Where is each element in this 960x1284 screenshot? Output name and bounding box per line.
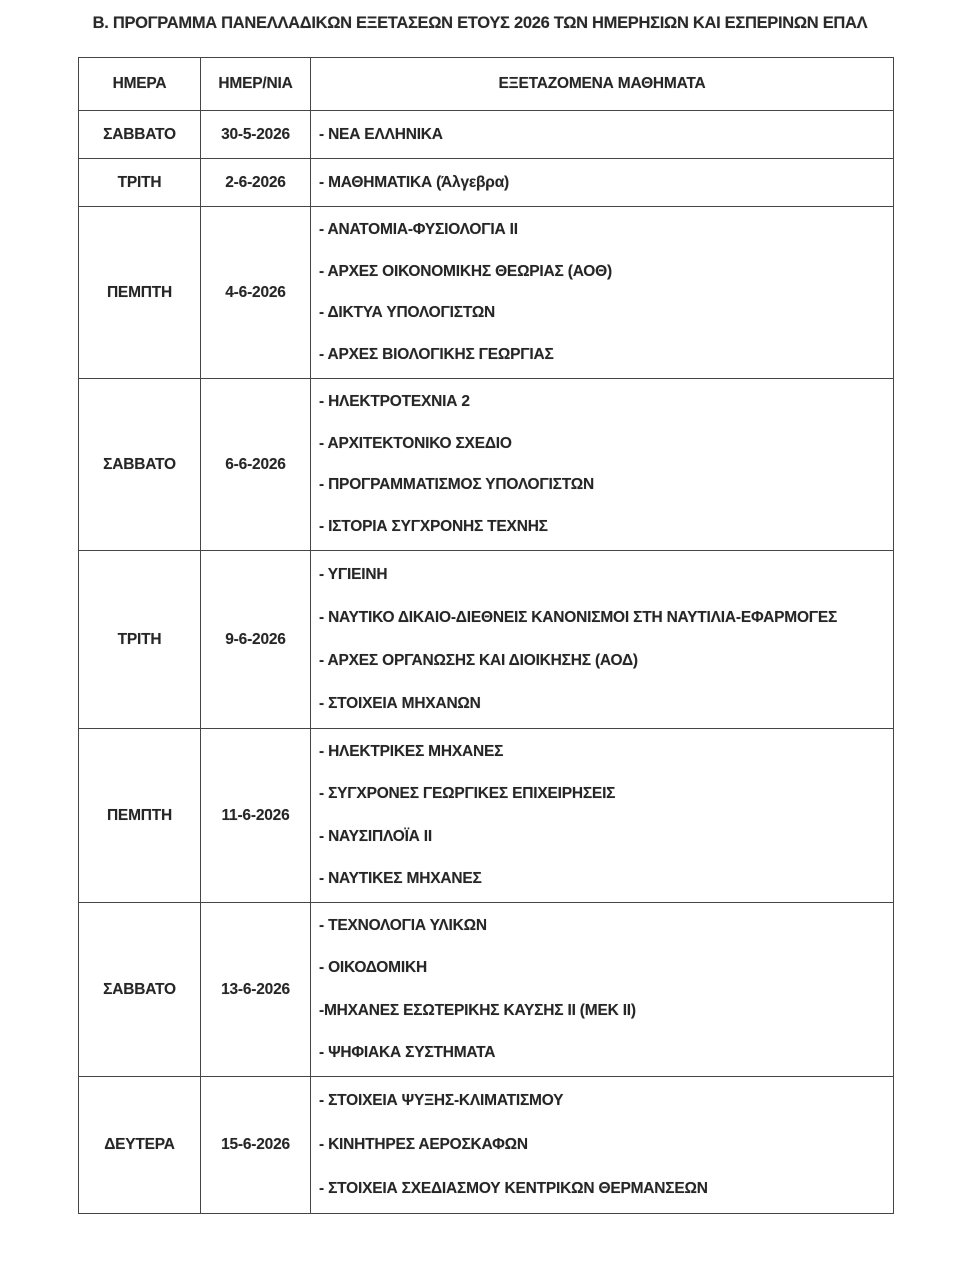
header-day: ΗΜΕΡΑ — [79, 58, 201, 111]
subject-item: - ΝΕΑ ΕΛΛΗΝΙΚΑ — [319, 125, 443, 143]
page-title: Β. ΠΡΟΓΡΑΜΜΑ ΠΑΝΕΛΛΑΔΙΚΩΝ ΕΞΕΤΑΣΕΩΝ ΕΤΟΥΣ 2026 ΤΩΝ ΗΜΕΡΗΣΙΩΝ ΚΑΙ ΕΣΠΕΡΙΝΩΝ ΕΠΑΛ — [92, 14, 868, 32]
day-cell: ΣΑΒΒΑΤΟ — [79, 379, 201, 551]
subjects-cell — [311, 903, 894, 1077]
date-cell: 30-5-2026 — [201, 111, 311, 159]
subject-item: - ΣΥΓΧΡΟΝΕΣ ΓΕΩΡΓΙΚΕΣ ΕΠΙΧΕΙΡΗΣΕΙΣ — [319, 785, 616, 803]
subjects-cell — [311, 551, 894, 729]
subjects-cell — [311, 1077, 894, 1214]
table-row — [79, 1077, 894, 1214]
subject-item: - ΑΡΧΕΣ ΟΡΓΑΝΩΣΗΣ ΚΑΙ ΔΙΟΙΚΗΣΗΣ (ΑΟΔ) — [319, 652, 638, 670]
subject-item: - ΑΡΧΕΣ ΒΙΟΛΟΓΙΚΗΣ ΓΕΩΡΓΙΑΣ — [319, 346, 554, 364]
date-cell: 9-6-2026 — [201, 551, 311, 729]
day-cell: ΤΡΙΤΗ — [79, 159, 201, 207]
header-subjects: ΕΞΕΤΑΖΟΜΕΝΑ ΜΑΘΗΜΑΤΑ — [311, 58, 894, 111]
table-row — [79, 111, 894, 159]
date-cell: 15-6-2026 — [201, 1077, 311, 1214]
subject-item: - ΝΑΥΤΙΚΟ ΔΙΚΑΙΟ-ΔΙΕΘΝΕΙΣ ΚΑΝΟΝΙΣΜΟΙ ΣΤΗ ΝΑΥΤΙΛΙΑ-ΕΦΑΡΜΟΓΕΣ — [319, 608, 838, 626]
subject-item: - ΣΤΟΙΧΕΙΑ ΨΥΞΗΣ-ΚΛΙΜΑΤΙΣΜΟΥ — [319, 1092, 564, 1109]
subject-item: - ΜΑΘΗΜΑΤΙΚΑ (Άλγεβρα) — [319, 173, 509, 191]
subject-item: - ΣΤΟΙΧΕΙΑ ΜΗΧΑΝΩΝ — [319, 695, 481, 713]
subjects-cell — [311, 207, 894, 379]
table-body — [79, 111, 894, 1214]
day-cell: ΔΕΥΤΕΡΑ — [79, 1077, 201, 1214]
date-cell: 2-6-2026 — [201, 159, 311, 207]
table-row — [79, 729, 894, 903]
subjects-cell — [311, 729, 894, 903]
subjects-cell — [311, 111, 894, 159]
date-cell: 4-6-2026 — [201, 207, 311, 379]
subject-item: - ΣΤΟΙΧΕΙΑ ΣΧΕΔΙΑΣΜΟΥ ΚΕΝΤΡΙΚΩΝ ΘΕΡΜΑΝΣΕΩΝ — [319, 1180, 708, 1197]
subject-item: - ΑΡΧΕΣ ΟΙΚΟΝΟΜΙΚΗΣ ΘΕΩΡΙΑΣ (ΑΟΘ) — [319, 262, 612, 280]
subjects-cell — [311, 159, 894, 207]
table-row — [79, 379, 894, 551]
subject-item: - ΔΙΚΤΥΑ ΥΠΟΛΟΓΙΣΤΩΝ — [319, 304, 496, 322]
day-cell: ΠΕΜΠΤΗ — [79, 207, 201, 379]
subject-item: - ΗΛΕΚΤΡΟΤΕΧΝΙΑ 2 — [319, 392, 470, 410]
table-header — [79, 58, 894, 111]
day-cell: ΠΕΜΠΤΗ — [79, 729, 201, 903]
date-cell: 11-6-2026 — [201, 729, 311, 903]
subject-item: - ΑΡΧΙΤΕΚΤΟΝΙΚΟ ΣΧΕΔΙΟ — [319, 434, 512, 452]
subject-item: - ΚΙΝΗΤΗΡΕΣ ΑΕΡΟΣΚΑΦΩΝ — [319, 1136, 528, 1153]
exam-schedule-table — [78, 57, 894, 1214]
subject-item: - ΟΙΚΟΔΟΜΙΚΗ — [319, 959, 427, 977]
subject-item: - ΗΛΕΚΤΡΙΚΕΣ ΜΗΧΑΝΕΣ — [319, 743, 504, 761]
header-row — [79, 58, 894, 111]
subject-item: -ΜΗΧΑΝΕΣ ΕΣΩΤΕΡΙΚΗΣ ΚΑΥΣΗΣ ΙΙ (ΜΕΚ ΙΙ) — [319, 1001, 636, 1019]
date-cell: 6-6-2026 — [201, 379, 311, 551]
subject-item: - ΝΑΥΣΙΠΛΟΪΑ ΙΙ — [319, 827, 432, 845]
date-cell: 13-6-2026 — [201, 903, 311, 1077]
day-cell: ΣΑΒΒΑΤΟ — [79, 903, 201, 1077]
subject-item: - ΥΓΙΕΙΝΗ — [319, 565, 388, 583]
table-row — [79, 551, 894, 729]
day-cell: ΣΑΒΒΑΤΟ — [79, 111, 201, 159]
header-date: ΗΜΕΡ/ΝΙΑ — [201, 58, 311, 111]
subjects-cell — [311, 379, 894, 551]
day-cell: ΤΡΙΤΗ — [79, 551, 201, 729]
table-row — [79, 903, 894, 1077]
subject-item: - ΙΣΤΟΡΙΑ ΣΥΓΧΡΟΝΗΣ ΤΕΧΝΗΣ — [319, 518, 548, 536]
subject-item: - ΤΕΧΝΟΛΟΓΙΑ ΥΛΙΚΩΝ — [319, 917, 487, 935]
table-row — [79, 207, 894, 379]
subject-item: - ΨΗΦΙΑΚΑ ΣΥΣΤΗΜΑΤΑ — [319, 1043, 496, 1061]
subject-item: - ΠΡΟΓΡΑΜΜΑΤΙΣΜΟΣ ΥΠΟΛΟΓΙΣΤΩΝ — [319, 476, 594, 494]
subject-item: - ΑΝΑΤΟΜΙΑ-ΦΥΣΙΟΛΟΓΙΑ ΙΙ — [319, 220, 518, 238]
table-row — [79, 159, 894, 207]
subject-item: - ΝΑΥΤΙΚΕΣ ΜΗΧΑΝΕΣ — [319, 869, 482, 887]
